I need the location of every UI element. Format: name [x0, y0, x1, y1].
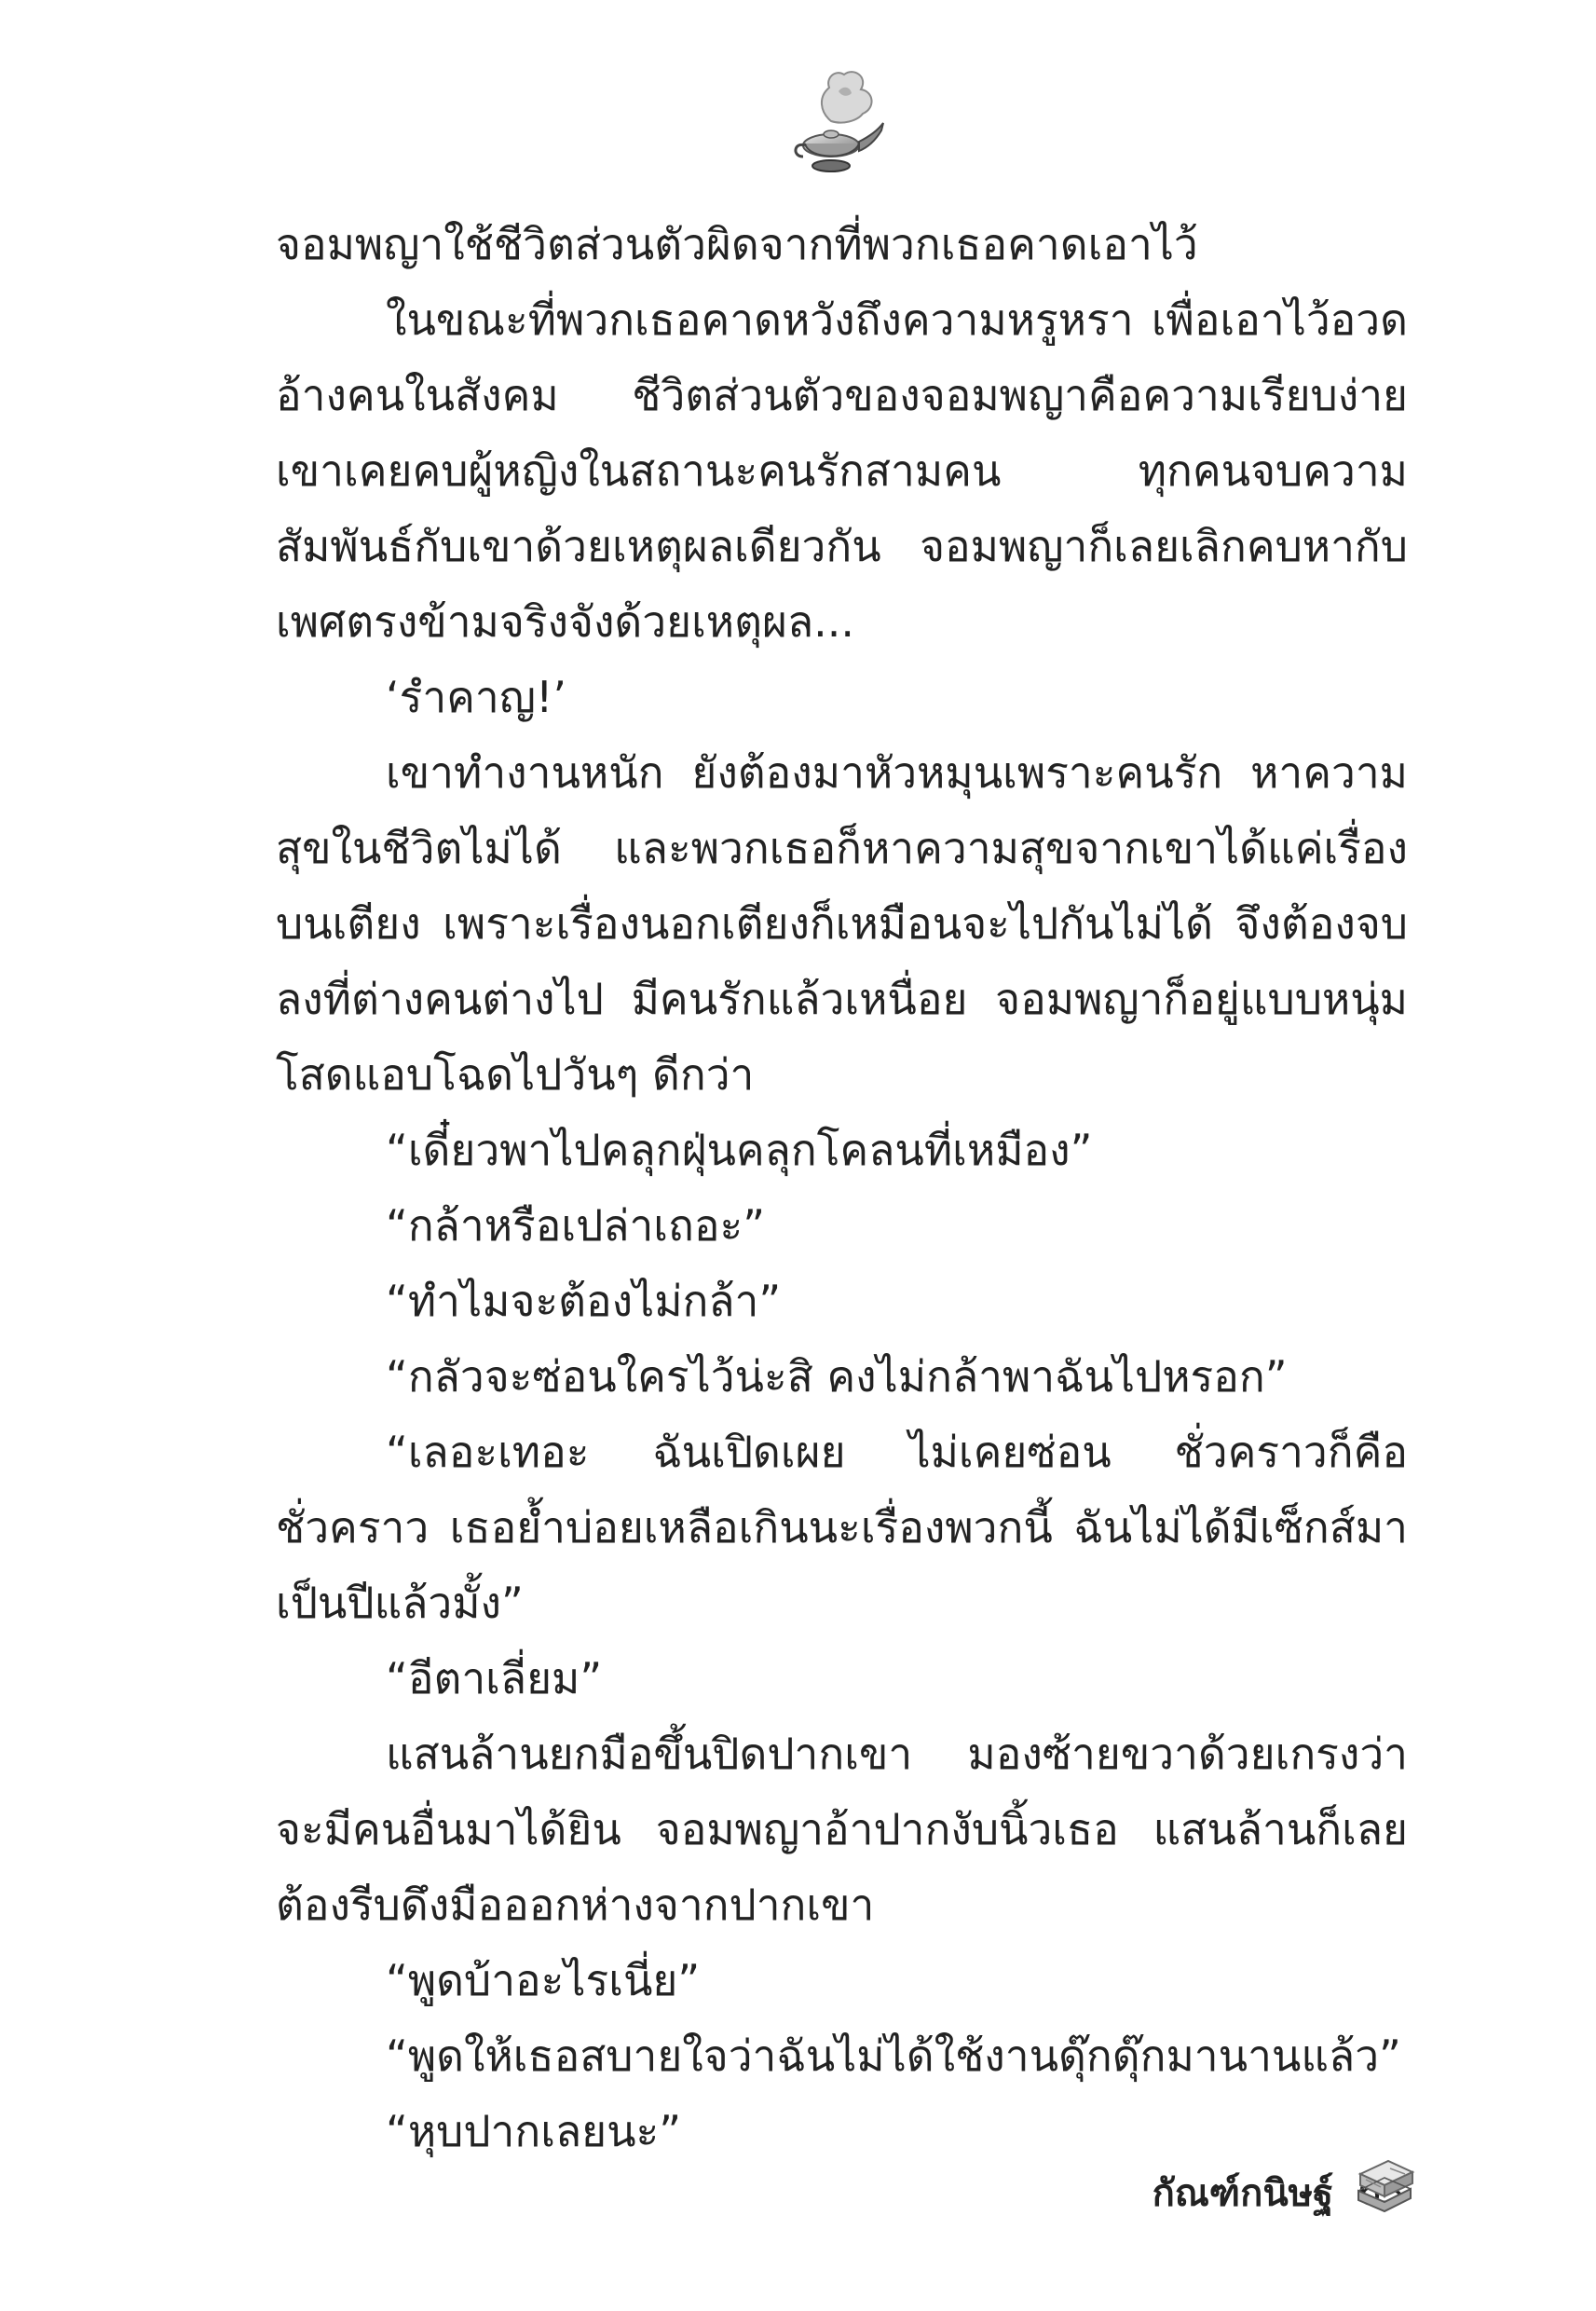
paragraph: “ทำไมจะต้องไม่กล้า”	[386, 1276, 782, 1326]
paragraph: แสนล้านยกมือขึ้นปิดปากเขา มองซ้ายขวาด้วยเกรงว่าจะมีคนอื่นมาได้ยิน จอมพญาอ้าปากงับนิ้วเธอ แสนล้านก็เลยต้องรีบดึงมือออกห่างจากปากเขา	[276, 1729, 1408, 1930]
paragraph: “หุบปากเลยนะ”	[386, 2106, 682, 2156]
paragraph: “กล้าหรือเปล่าเถอะ”	[386, 1200, 766, 1251]
paragraph: ‘รำคาญ!’	[386, 672, 567, 722]
paragraph: จอมพญาใช้ชีวิตส่วนตัวผิดจากที่พวกเธอคาดเอาไว้	[276, 219, 1198, 269]
paragraph: “เลอะเทอะ ฉันเปิดเผย ไม่เคยซ่อน ชั่วคราวก็คือชั่วคราว เธอย้ำบ่อยเหลือเกินนะเรื่องพวกนี้ ฉันไม่ได้มีเซ็กส์มาเป็นปีแล้วมั้ง”	[276, 1427, 1408, 1628]
paragraph: ในขณะที่พวกเธอคาดหวังถึงความหรูหรา เพื่อเอาไว้อวดอ้างคนในสังคม ชีวิตส่วนตัวของจอมพญาคือความเรียบง่าย เขาเคยคบผู้หญิงในสถานะคนรักสามคน ทุกคนจบความสัมพันธ์กับเขาด้วยเหตุผลเดียวกัน จอมพญาก็เลยเลิกคบหากับเพศตรงข้ามจริงจังด้วยเหตุผล...	[276, 294, 1408, 647]
book-stack-icon	[1353, 2148, 1418, 2218]
paragraph: เขาทำงานหนัก ยังต้องมาหัวหมุนเพราะคนรัก หาความสุขในชีวิตไม่ได้ และพวกเธอก็หาความสุขจากเขาได้แค่เรื่องบนเตียง เพราะเรื่องนอกเตียงก็เหมือนจะไปกันไม่ได้ จึงต้องจบลงที่ต่างคนต่างไป มีคนรักแล้วเหนื่อย จอมพญาก็อยู่แบบหนุ่มโสดแอบโฉดไปวันๆ ดีกว่า	[276, 747, 1408, 1100]
magic-lamp-icon	[784, 63, 887, 185]
book-title: กัณฑ์กนิษฐ์	[1152, 2172, 1334, 2215]
text-body	[276, 207, 1408, 2169]
paragraph: “พูดให้เธอสบายใจว่าฉันไม่ได้ใช้งานดุ๊กดุ๊กมานานแล้ว”	[386, 2031, 1401, 2081]
paragraph: “กลัวจะซ่อนใครไว้น่ะสิ คงไม่กล้าพาฉันไปหรอก”	[386, 1351, 1288, 1402]
paragraph: “พูดบ้าอะไรเนี่ย”	[386, 1955, 701, 2005]
paragraph: “เดี๋ยวพาไปคลุกฝุ่นคลุกโคลนที่เหมือง”	[386, 1125, 1093, 1175]
paragraph: “อีตาเลี่ยม”	[386, 1653, 603, 1703]
